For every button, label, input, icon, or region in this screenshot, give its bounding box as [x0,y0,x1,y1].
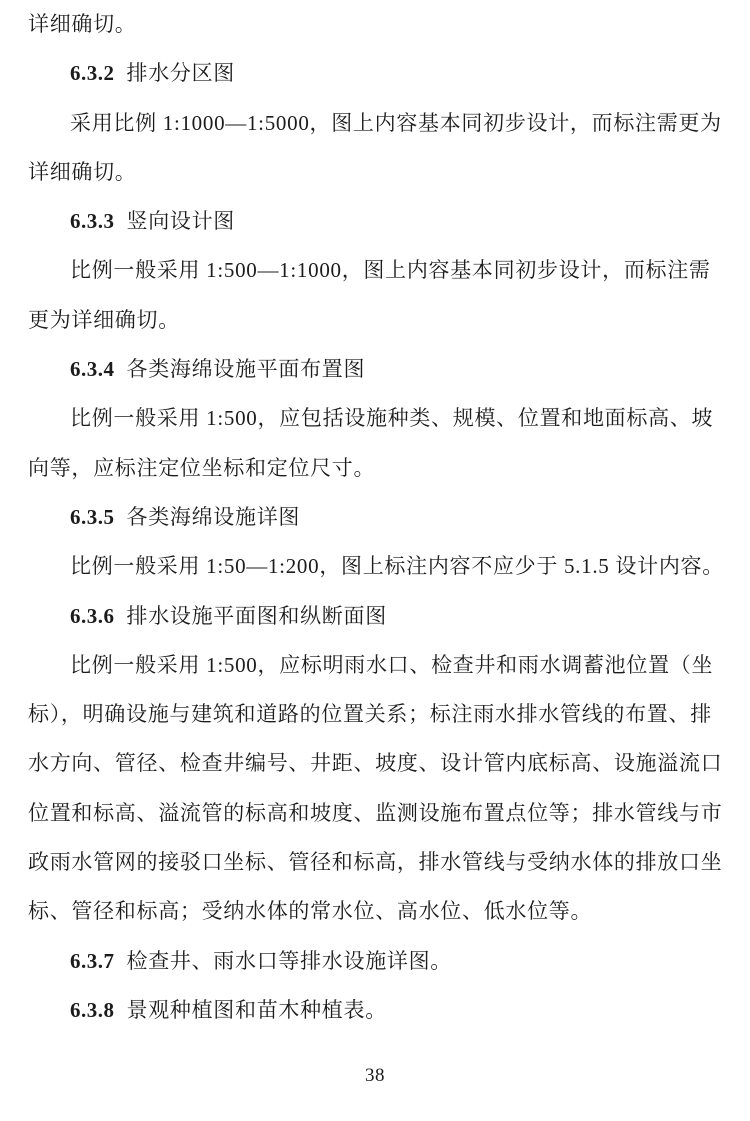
page-number: 38 [365,1065,385,1086]
text-line: 采用比例 1:1000—1:5000，图上内容基本同初步设计，而标注需更为 [70,110,722,135]
text-line: 政雨水管网的接驳口坐标、管径和标高，排水管线与受纳水体的排放口坐 [28,850,723,875]
text-line: 向等，应标注定位坐标和定位尺寸。 [28,455,376,480]
section-title: 各类海绵设施详图 [126,504,301,529]
document-content [28,0,722,1035]
section-number: 6.3.3 [70,209,115,234]
section-number: 6.3.7 [70,948,115,973]
section-heading-6-3-8 [28,986,722,1035]
text-line: 详细确切。 [28,12,137,36]
text-line: 位置和标高、溢流管的标高和坡度、监测设施布置点位等；排水管线与市 [28,800,723,825]
text-line: 更为详细确切。 [28,307,180,332]
section-title: 检查井、雨水口等排水设施详图。 [126,948,452,973]
section-title: 各类海绵设施平面布置图 [126,357,366,382]
section-number: 6.3.4 [70,357,115,382]
text-line: 比例一般采用 1:500—1:1000，图上内容基本同初步设计，而标注需 [70,258,711,283]
section-number: 6.3.8 [70,997,115,1022]
section-heading-6-3-3 [28,197,722,246]
text-line: 详细确切。 [28,159,137,184]
text-line: 比例一般采用 1:500，应标明雨水口、检查井和雨水调蓄池位置（坐 [70,652,714,677]
section-heading-6-3-4 [28,345,722,394]
section-title: 景观种植图和苗木种植表。 [126,997,387,1022]
section-heading-6-3-6 [28,592,722,641]
section-number: 6.3.6 [70,603,115,628]
text-line: 标），明确设施与建筑和道路的位置关系；标注雨水排水管线的布置、排 [28,702,712,727]
section-title: 排水设施平面图和纵断面图 [126,603,387,628]
section-heading-6-3-2 [28,49,722,98]
section-title: 排水分区图 [126,61,235,86]
text-line: 比例一般采用 1:500，应包括设施种类、规模、位置和地面标高、坡 [70,406,714,431]
section-number: 6.3.2 [70,61,115,86]
section-number: 6.3.5 [70,504,115,529]
text-line: 水方向、管径、检查井编号、井距、坡度、设计管内底标高、设施溢流口 [28,751,723,776]
text-line: 比例一般采用 1:50—1:200，图上标注内容不应少于 5.1.5 设计内容。 [70,554,724,579]
section-heading-6-3-7 [28,937,722,986]
text-line: 标、管径和标高；受纳水体的常水位、高水位、低水位等。 [28,899,593,924]
section-title: 竖向设计图 [126,209,235,234]
section-heading-6-3-5 [28,493,722,542]
